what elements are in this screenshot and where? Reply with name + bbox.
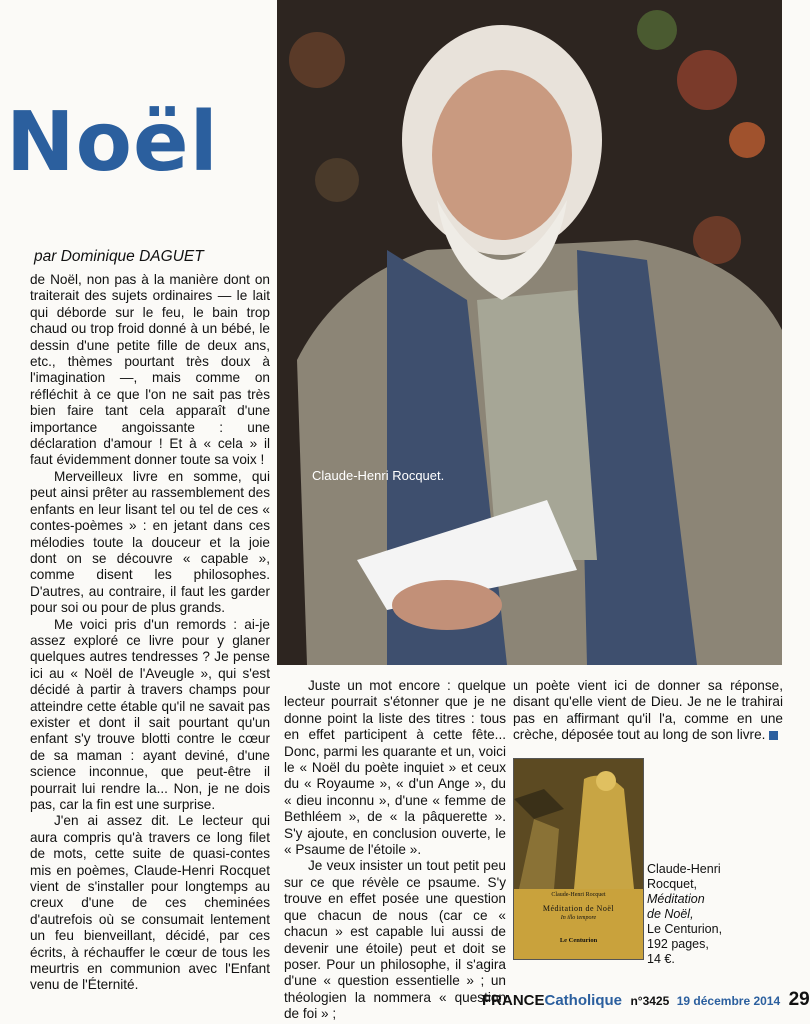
caption-line: Claude-Henri: [647, 862, 721, 876]
caption-line: Le Centurion,: [647, 922, 723, 936]
book-cover-label: [514, 889, 643, 959]
paragraph: Juste un mot encore : quelque lecteur pourrait s'étonner que je ne donne point la liste des titres : tous en effet participent à cette fête... Donc, parmi les quarante et un, voici le « Noël du poète inquiet » et ceux du « Royaume », « d'un Ange », du « dieu inconnu », d'une « femme de Bethléem », de « la pâquerette ». S'y ajoute, en conclusion ouverte, le « Psaume de l'étoile ».: [284, 678, 506, 858]
book-cover-illustration: [514, 759, 643, 889]
paragraph: de Noël, non pas à la manière dont on traiterait des sujets ordinaires — le lait qui déborde sur le feu, le bain trop chaud ou trop froid donné à un bébé, le dessin d'une petite fille de deux ans, etc., thèmes pourtant très doux à l'imagination —, mais comme on réfléchit à ce que l'on ne sait pas très bien faire tant cela apparaît d'une importance angoissante : une déclaration d'amour ! Et à « cela » il faut évidemment donner toute sa voix !: [30, 272, 270, 468]
paragraph-text: un poète vient ici de donner sa réponse, disant qu'elle vient de Dieu. Je ne le trahirai pas en affirmant qu'il l'a, comme en une crèche, déposée tout au long de son livre.: [513, 678, 783, 743]
book-caption: [647, 862, 777, 967]
issue-date: 19 décembre 2014: [676, 994, 781, 1008]
paragraph: J'en ai assez dit. Le lecteur qui aura compris qu'à travers ce long filet de mots, cette suite de quasi-contes mis en poèmes, Claude-Henri Rocquet vient de s'installer pour longtemps au creux d'une de ces cheminées d'autrefois où se consumait lentement un feu bienveillant, décidé, par ces écrits, à réchauffer le cœur de tous les meurtris en communion avec l'Enfant venu de l'Éternité.: [30, 813, 270, 993]
paragraph: [513, 678, 783, 744]
page-number: 29: [788, 989, 810, 1010]
article-column-1: [30, 272, 270, 994]
end-mark-icon: [769, 731, 778, 740]
caption-line: de Noël,: [647, 907, 694, 921]
byline: par Dominique DAGUET: [34, 248, 204, 265]
paragraph: Me voici pris d'un remords : ai-je assez exploré ce livre pour y glaner quelques autres tendresses ? Je pense ici au « Noël de l'Aveugle », qui s'est décidé à partir à travers champs pour atteindre cette étable qu'il ne savait pas exister et dont il sait pourtant qu'un enfant s'y trouve blotti contre le cœur de sa maman : ayant deviné, d'une science inconnue, que peut-être il pourrait lui rendre la... Non, je ne dois pas, car la fin est une surprise.: [30, 616, 270, 812]
portrait-photo: [277, 0, 782, 665]
book-title: Méditation de Noël: [542, 904, 615, 913]
photo-caption: Claude-Henri Rocquet.: [312, 468, 445, 483]
article-column-2: [284, 678, 506, 1023]
page-footer: [482, 989, 810, 1011]
article-title: Noël: [6, 95, 219, 190]
caption-line: 192 pages,: [647, 937, 709, 951]
book-publisher: Le Centurion: [559, 937, 598, 944]
portrait-illustration: [277, 0, 782, 665]
caption-line: Rocquet,: [647, 877, 698, 891]
paragraph: Je veux insister un tout petit peu sur ce que révèle ce psaume. S'y trouve en effet posée une question que chacun de nous (car ce « chacun » est capable lui aussi de devenir une étoile) peut et doit se poser. Pour un philosophe, il s'agira d'une « question essentielle » ; un théologien la nommera « question de foi » ;: [284, 858, 506, 1022]
caption-line: 14 €.: [647, 952, 675, 966]
magazine-name-2: Catholique: [544, 992, 622, 1009]
magazine-name-1: FRANCE: [482, 992, 545, 1009]
paragraph: Merveilleux livre en somme, qui peut ainsi prêter au rassemblement des enfants en leur lisant tel ou tel de ces « contes-poèmes » : en jetant dans ces mélodies toute la douceur et la joie dont on se découvre « capable », comme disent les philosophes. D'autres, au contraire, il faut les garder pour soi ou pour de plus grands.: [30, 468, 270, 616]
issue-number: n°3425: [630, 994, 670, 1008]
article-column-3: [513, 678, 783, 744]
book-author: Claude-Henri Rocquet: [551, 892, 606, 898]
book-cover: [513, 758, 644, 960]
caption-line: Méditation: [647, 892, 705, 906]
book-subtitle: In illo tempore: [560, 915, 597, 921]
